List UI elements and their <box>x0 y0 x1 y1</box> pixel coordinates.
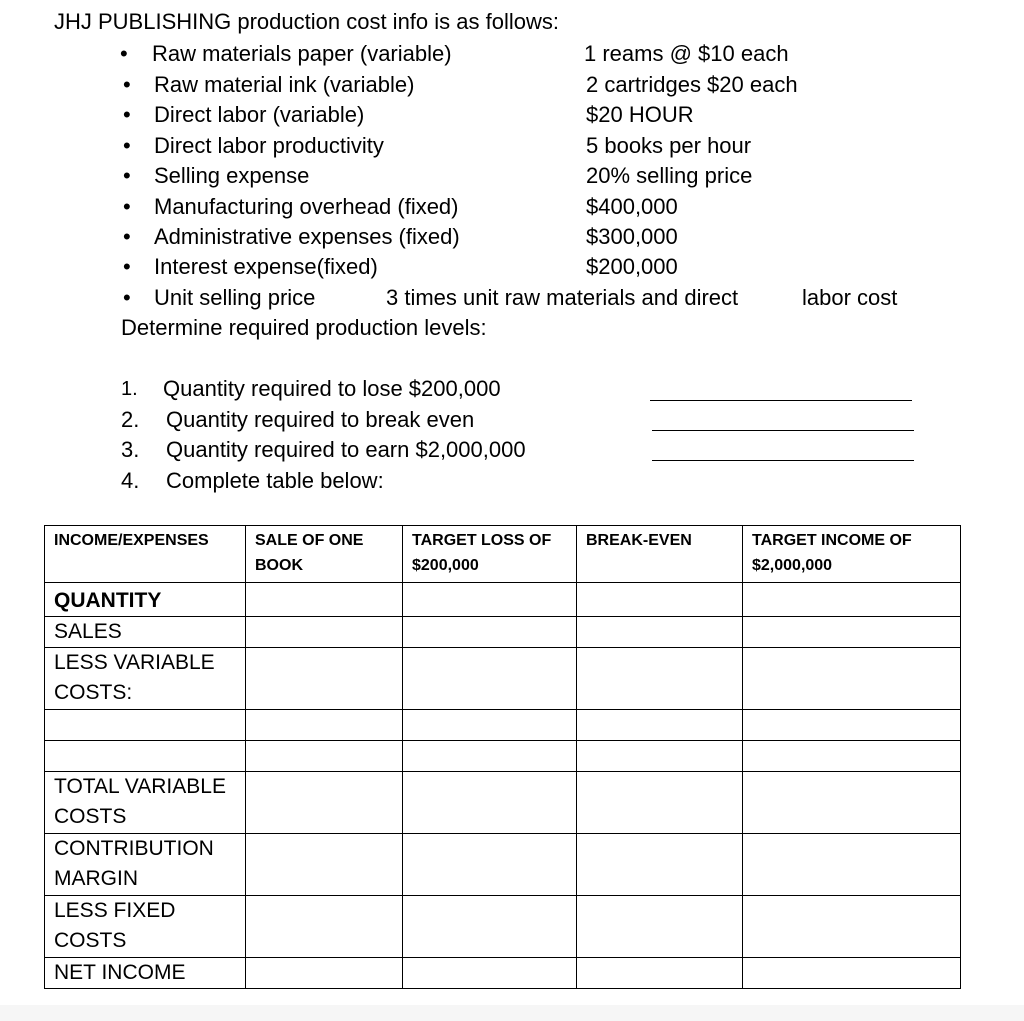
table-cell[interactable] <box>743 958 961 989</box>
row-label-text: LESS FIXED COSTS <box>54 899 176 952</box>
table-cell[interactable] <box>743 583 961 617</box>
column-header: SALE OF ONE BOOK <box>246 526 403 583</box>
table-cell[interactable] <box>743 772 961 834</box>
table-cell[interactable] <box>743 648 961 710</box>
row-label <box>45 896 246 958</box>
cost-label: Direct labor productivity <box>154 133 384 158</box>
table-cell[interactable] <box>577 648 743 710</box>
row-label-text: LESS VARIABLE COSTS: <box>54 651 215 704</box>
table-cell[interactable] <box>577 834 743 896</box>
cost-value: $400,000 <box>586 194 678 219</box>
question-text: Quantity required to earn $2,000,000 <box>166 437 526 462</box>
table-cell[interactable] <box>403 583 577 617</box>
cost-value: 2 cartridges $20 each <box>586 72 798 97</box>
answer-blank-2[interactable] <box>652 430 914 431</box>
table-row <box>45 741 961 772</box>
row-label[interactable] <box>45 710 246 741</box>
cost-label: Unit selling price <box>154 285 316 310</box>
table-cell[interactable] <box>246 834 403 896</box>
row-label: QUANTITY <box>45 583 246 617</box>
table-row <box>45 583 961 617</box>
table-cell[interactable] <box>577 583 743 617</box>
column-header: BREAK-EVEN <box>577 526 743 583</box>
table-cell[interactable] <box>403 741 577 772</box>
table-cell[interactable] <box>403 958 577 989</box>
cost-label: Selling expense <box>154 163 310 188</box>
row-label[interactable] <box>45 741 246 772</box>
row-label <box>45 648 246 710</box>
intro-heading: JHJ PUBLISHING production cost info is as follows: <box>54 9 559 34</box>
table-row <box>45 772 961 834</box>
table-cell[interactable] <box>246 741 403 772</box>
bullet-icon: • <box>123 194 131 219</box>
row-label <box>45 834 246 896</box>
cost-label: Interest expense(fixed) <box>154 254 378 279</box>
table-cell[interactable] <box>246 648 403 710</box>
question-number: 2. <box>121 407 140 432</box>
table-cell[interactable] <box>246 896 403 958</box>
row-label: SALES <box>45 617 246 648</box>
cost-value: 20% selling price <box>586 163 753 188</box>
answer-blank-3[interactable] <box>652 460 914 461</box>
column-header: TARGET LOSS OF $200,000 <box>403 526 577 583</box>
bullet-icon: • <box>123 133 131 158</box>
table-cell[interactable] <box>403 834 577 896</box>
row-label: NET INCOME <box>45 958 246 989</box>
table-row <box>45 896 961 958</box>
table-row <box>45 958 961 989</box>
page-bottom-band <box>0 1005 1024 1021</box>
table-cell[interactable] <box>743 710 961 741</box>
row-label <box>45 772 246 834</box>
question-number: 1. <box>121 378 138 400</box>
cost-value-continued: labor cost <box>802 285 898 310</box>
question-number: 4. <box>121 468 140 493</box>
cost-label: Direct labor (variable) <box>154 102 365 127</box>
cost-label: Manufacturing overhead (fixed) <box>154 194 459 219</box>
bullet-icon: • <box>120 41 128 66</box>
determine-heading: Determine required production levels: <box>121 315 487 340</box>
table-cell[interactable] <box>743 617 961 648</box>
answer-blank-1[interactable] <box>650 400 912 401</box>
table-cell[interactable] <box>246 710 403 741</box>
table-cell[interactable] <box>403 710 577 741</box>
cost-label: Raw materials paper (variable) <box>152 41 452 66</box>
column-header: TARGET INCOME OF $2,000,000 <box>743 526 961 583</box>
table-cell[interactable] <box>577 896 743 958</box>
cost-value: $20 HOUR <box>586 102 694 127</box>
table-cell[interactable] <box>403 617 577 648</box>
table-cell[interactable] <box>403 896 577 958</box>
question-number: 3. <box>121 437 140 462</box>
bullet-icon: • <box>123 224 131 249</box>
table-cell[interactable] <box>246 583 403 617</box>
cost-value: $300,000 <box>586 224 678 249</box>
table-cell[interactable] <box>743 834 961 896</box>
table-cell[interactable] <box>577 958 743 989</box>
table-cell[interactable] <box>577 710 743 741</box>
table-cell[interactable] <box>577 772 743 834</box>
table-cell[interactable] <box>743 896 961 958</box>
bullet-icon: • <box>123 254 131 279</box>
table-cell[interactable] <box>403 772 577 834</box>
bullet-icon: • <box>123 102 131 127</box>
table-row <box>45 648 961 710</box>
row-label-text: CONTRIBUTION MARGIN <box>54 837 214 890</box>
table-cell[interactable] <box>577 741 743 772</box>
cost-label: Administrative expenses (fixed) <box>154 224 460 249</box>
question-text: Quantity required to lose $200,000 <box>163 376 501 401</box>
column-header: INCOME/EXPENSES <box>45 526 246 583</box>
table-row <box>45 710 961 741</box>
cost-value: 3 times unit raw materials and direct <box>386 285 739 310</box>
cost-label: Raw material ink (variable) <box>154 72 415 97</box>
bullet-icon: • <box>123 285 131 310</box>
row-label-text: TOTAL VARIABLE COSTS <box>54 775 226 828</box>
table-cell[interactable] <box>246 772 403 834</box>
table-cell[interactable] <box>577 617 743 648</box>
table-header-row <box>45 526 961 583</box>
cost-value: 5 books per hour <box>586 133 752 158</box>
cost-value: 1 reams @ $10 each <box>584 41 789 66</box>
question-text: Quantity required to break even <box>166 407 475 432</box>
table-cell[interactable] <box>246 617 403 648</box>
table-row <box>45 834 961 896</box>
income-table <box>44 525 961 989</box>
table-cell[interactable] <box>246 958 403 989</box>
table-cell[interactable] <box>743 741 961 772</box>
table-cell[interactable] <box>403 648 577 710</box>
cost-value: $200,000 <box>586 254 678 279</box>
question-text: Complete table below: <box>166 468 384 493</box>
table-row <box>45 617 961 648</box>
bullet-icon: • <box>123 72 131 97</box>
bullet-icon: • <box>123 163 131 188</box>
